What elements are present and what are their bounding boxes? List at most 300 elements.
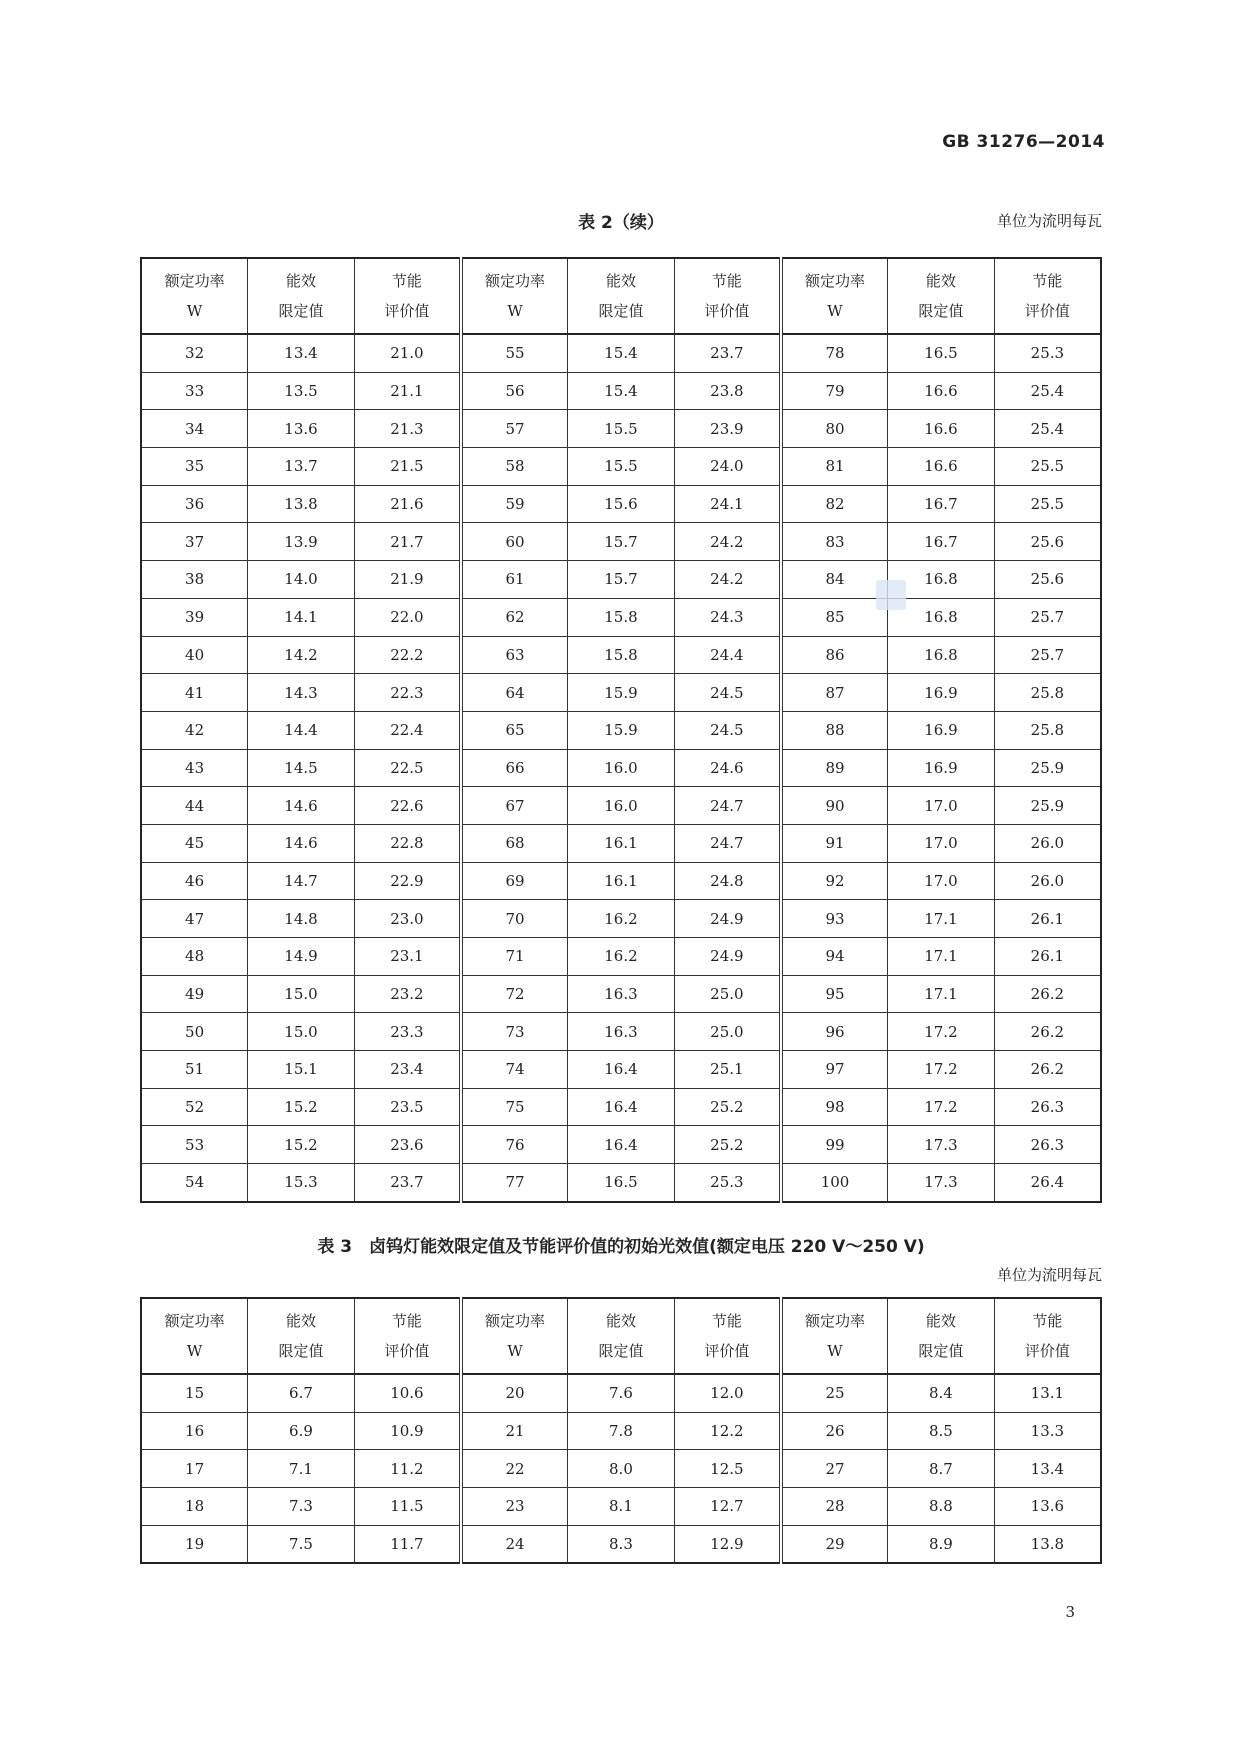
table-row (141, 448, 1101, 486)
table-row (141, 749, 1101, 787)
table-cell: 19 (141, 1525, 248, 1563)
table-cell: 70 (461, 900, 568, 938)
table-cell: 23.7 (354, 1164, 461, 1202)
column-header (141, 1298, 248, 1374)
table2-body (141, 334, 1101, 1202)
column-header-line: 节能 (1032, 272, 1063, 290)
table-cell: 69 (461, 862, 568, 900)
table-cell: 24.0 (674, 448, 781, 486)
table-cell: 78 (781, 334, 888, 372)
table-cell: 12.7 (674, 1488, 781, 1526)
column-header (568, 258, 675, 334)
table-row (141, 1126, 1101, 1164)
table-cell: 34 (141, 410, 248, 448)
table-cell: 25.5 (994, 485, 1101, 523)
table-cell: 24.2 (674, 561, 781, 599)
table-cell: 16.6 (888, 410, 995, 448)
table-cell: 25.9 (994, 787, 1101, 825)
table-cell: 82 (781, 485, 888, 523)
table-cell: 26.2 (994, 975, 1101, 1013)
table-cell: 29 (781, 1525, 888, 1563)
table-cell: 25.5 (994, 448, 1101, 486)
table-cell: 83 (781, 523, 888, 561)
column-header-line: 额定功率 (485, 1312, 546, 1330)
table-cell: 15.4 (568, 334, 675, 372)
table-cell: 8.8 (888, 1488, 995, 1526)
table-cell: 28 (781, 1488, 888, 1526)
table-cell: 25.1 (674, 1051, 781, 1089)
table-cell: 13.8 (994, 1525, 1101, 1563)
table-cell: 17.0 (888, 787, 995, 825)
table-cell: 16.8 (888, 636, 995, 674)
table-cell: 12.2 (674, 1412, 781, 1450)
table-cell: 49 (141, 975, 248, 1013)
table-cell: 16.3 (568, 1013, 675, 1051)
column-header-line: 节能 (391, 1312, 422, 1330)
table-cell: 13.7 (248, 448, 355, 486)
table-row (141, 787, 1101, 825)
table-cell: 24.8 (674, 862, 781, 900)
table-cell: 17.3 (888, 1164, 995, 1202)
table-cell: 63 (461, 636, 568, 674)
table-cell: 26.0 (994, 862, 1101, 900)
table-cell: 57 (461, 410, 568, 448)
column-header-line: 节能 (1032, 1312, 1063, 1330)
table-cell: 87 (781, 674, 888, 712)
table-cell: 16.5 (888, 334, 995, 372)
table-cell: 24.4 (674, 636, 781, 674)
table-cell: 41 (141, 674, 248, 712)
column-header (141, 258, 248, 334)
table-cell: 92 (781, 862, 888, 900)
table-cell: 53 (141, 1126, 248, 1164)
table-cell: 25.7 (994, 598, 1101, 636)
table-row (141, 334, 1101, 372)
table-cell: 58 (461, 448, 568, 486)
table-cell: 10.9 (354, 1412, 461, 1450)
column-header (888, 258, 995, 334)
table3-header (141, 1298, 1101, 1374)
table-cell: 15.0 (248, 975, 355, 1013)
column-header (781, 1298, 888, 1374)
table-cell: 21 (461, 1412, 568, 1450)
table-cell: 25 (781, 1374, 888, 1412)
column-header (674, 258, 781, 334)
column-header-line: W (507, 1342, 523, 1360)
table-cell: 23.1 (354, 938, 461, 976)
table-cell: 21.1 (354, 372, 461, 410)
table-cell: 25.9 (994, 749, 1101, 787)
table-cell: 16 (141, 1412, 248, 1450)
table-cell: 26.0 (994, 824, 1101, 862)
table-cell: 7.1 (248, 1450, 355, 1488)
table2 (140, 257, 1102, 1203)
column-header-line: 评价值 (1024, 302, 1070, 320)
table-cell: 13.9 (248, 523, 355, 561)
table-cell: 40 (141, 636, 248, 674)
column-header-line: 节能 (711, 1312, 742, 1330)
table-cell: 20 (461, 1374, 568, 1412)
table-cell: 71 (461, 938, 568, 976)
column-header-line: 评价值 (704, 1342, 750, 1360)
table-cell: 24.5 (674, 674, 781, 712)
column-header-line: 限定值 (278, 1342, 324, 1360)
table-cell: 14.4 (248, 711, 355, 749)
table-cell: 26.2 (994, 1013, 1101, 1051)
table-row (141, 711, 1101, 749)
column-header-line: 限定值 (918, 302, 964, 320)
table-cell: 24.2 (674, 523, 781, 561)
table-cell: 22.2 (354, 636, 461, 674)
watermark-logo (876, 580, 906, 610)
table-row (141, 561, 1101, 599)
table-cell: 24.7 (674, 824, 781, 862)
column-header (994, 258, 1101, 334)
table-cell: 17.0 (888, 862, 995, 900)
table-cell: 15.0 (248, 1013, 355, 1051)
table3 (140, 1297, 1102, 1564)
table-cell: 81 (781, 448, 888, 486)
table-cell: 16.0 (568, 787, 675, 825)
column-header (248, 258, 355, 334)
table-cell: 52 (141, 1088, 248, 1126)
table-cell: 16.2 (568, 938, 675, 976)
table-cell: 80 (781, 410, 888, 448)
table-cell: 17.2 (888, 1088, 995, 1126)
table-row (141, 598, 1101, 636)
table-cell: 24.7 (674, 787, 781, 825)
table-cell: 23.4 (354, 1051, 461, 1089)
table-row (141, 523, 1101, 561)
table-cell: 15.8 (568, 636, 675, 674)
table-cell: 97 (781, 1051, 888, 1089)
table-cell: 47 (141, 900, 248, 938)
table-cell: 23.6 (354, 1126, 461, 1164)
table-row (141, 1013, 1101, 1051)
table-row (141, 824, 1101, 862)
column-header-line: 能效 (285, 272, 316, 290)
table-cell: 24.9 (674, 900, 781, 938)
column-header (354, 258, 461, 334)
column-header-line: 评价值 (384, 302, 430, 320)
table-cell: 18 (141, 1488, 248, 1526)
table-cell: 90 (781, 787, 888, 825)
table-cell: 25.7 (994, 636, 1101, 674)
table-cell: 17.1 (888, 900, 995, 938)
table-cell: 36 (141, 485, 248, 523)
table-row (141, 636, 1101, 674)
table-cell: 14.3 (248, 674, 355, 712)
table-cell: 17.1 (888, 975, 995, 1013)
table-cell: 11.5 (354, 1488, 461, 1526)
table-cell: 16.4 (568, 1126, 675, 1164)
table-row (141, 1525, 1101, 1563)
table-cell: 17 (141, 1450, 248, 1488)
table-cell: 25.3 (674, 1164, 781, 1202)
table-cell: 33 (141, 372, 248, 410)
table-cell: 15.7 (568, 523, 675, 561)
table-cell: 17.2 (888, 1013, 995, 1051)
table-cell: 95 (781, 975, 888, 1013)
table-cell: 23.7 (674, 334, 781, 372)
column-header (248, 1298, 355, 1374)
table-cell: 24.3 (674, 598, 781, 636)
table-cell: 72 (461, 975, 568, 1013)
table-cell: 79 (781, 372, 888, 410)
column-header-line: W (186, 302, 203, 320)
table-cell: 67 (461, 787, 568, 825)
table-cell: 25.0 (674, 1013, 781, 1051)
table-cell: 22.9 (354, 862, 461, 900)
table-cell: 25.8 (994, 711, 1101, 749)
column-header-line: 能效 (925, 272, 956, 290)
table2-unit: 单位为流明每瓦 (996, 212, 1102, 230)
standard-code: GB 31276—2014 (942, 132, 1105, 152)
table-cell: 74 (461, 1051, 568, 1089)
table-cell: 24.1 (674, 485, 781, 523)
table-cell: 84 (781, 561, 888, 599)
table-cell: 16.4 (568, 1051, 675, 1089)
table-row (141, 1164, 1101, 1202)
column-header-line: W (827, 302, 843, 320)
table-cell: 14.0 (248, 561, 355, 599)
column-header (568, 1298, 675, 1374)
table-cell: 21.0 (354, 334, 461, 372)
column-header-line: 能效 (605, 272, 636, 290)
table-cell: 10.6 (354, 1374, 461, 1412)
table-cell: 21.9 (354, 561, 461, 599)
table-cell: 26.1 (994, 938, 1101, 976)
table-cell: 13.4 (994, 1450, 1101, 1488)
table-cell: 15.4 (568, 372, 675, 410)
table-cell: 45 (141, 824, 248, 862)
column-header-line: 限定值 (918, 1342, 964, 1360)
table-cell: 13.4 (248, 334, 355, 372)
table3-unit: 单位为流明每瓦 (996, 1266, 1102, 1284)
table2-header (141, 258, 1101, 334)
table-cell: 38 (141, 561, 248, 599)
table-cell: 61 (461, 561, 568, 599)
table-cell: 16.4 (568, 1088, 675, 1126)
table-cell: 16.1 (568, 862, 675, 900)
column-header-line: 能效 (925, 1312, 956, 1330)
table-cell: 13.5 (248, 372, 355, 410)
table-cell: 65 (461, 711, 568, 749)
column-header (994, 1298, 1101, 1374)
column-header-line: 额定功率 (805, 272, 866, 290)
column-header (674, 1298, 781, 1374)
table-cell: 6.7 (248, 1374, 355, 1412)
table-cell: 8.7 (888, 1450, 995, 1488)
table-row (141, 485, 1101, 523)
table-cell: 62 (461, 598, 568, 636)
table-cell: 14.9 (248, 938, 355, 976)
table3-body (141, 1374, 1101, 1563)
table-cell: 14.6 (248, 824, 355, 862)
column-header-line: 能效 (605, 1312, 636, 1330)
table-cell: 23 (461, 1488, 568, 1526)
table-row (141, 1450, 1101, 1488)
table-cell: 85 (781, 598, 888, 636)
table-cell: 8.0 (568, 1450, 675, 1488)
table-cell: 39 (141, 598, 248, 636)
table-cell: 22.3 (354, 674, 461, 712)
table-cell: 15.5 (568, 448, 675, 486)
table-cell: 14.8 (248, 900, 355, 938)
table-cell: 13.1 (994, 1374, 1101, 1412)
table-cell: 17.1 (888, 938, 995, 976)
table-cell: 15.2 (248, 1126, 355, 1164)
table-cell: 7.8 (568, 1412, 675, 1450)
table3-caption: 表 3 卤钨灯能效限定值及节能评价值的初始光效值(额定电压 220 V～250 V) (317, 1237, 925, 1257)
column-header-line: W (507, 302, 523, 320)
table-cell: 13.6 (994, 1488, 1101, 1526)
table-cell: 23.0 (354, 900, 461, 938)
table-cell: 21.5 (354, 448, 461, 486)
table-cell: 37 (141, 523, 248, 561)
table-cell: 73 (461, 1013, 568, 1051)
table-cell: 96 (781, 1013, 888, 1051)
table-row (141, 674, 1101, 712)
header-row (141, 258, 1101, 334)
table-cell: 91 (781, 824, 888, 862)
table-cell: 13.8 (248, 485, 355, 523)
table-cell: 24.6 (674, 749, 781, 787)
table-cell: 11.2 (354, 1450, 461, 1488)
table-cell: 15.9 (568, 674, 675, 712)
table-cell: 12.5 (674, 1450, 781, 1488)
table-cell: 15.9 (568, 711, 675, 749)
table-cell: 7.6 (568, 1374, 675, 1412)
column-header-line: 限定值 (598, 302, 644, 320)
column-header-line: 额定功率 (485, 272, 546, 290)
table-cell: 48 (141, 938, 248, 976)
table-cell: 24.9 (674, 938, 781, 976)
table-cell: 16.9 (888, 749, 995, 787)
table-cell: 24.5 (674, 711, 781, 749)
header-row (141, 1298, 1101, 1374)
column-header (461, 258, 568, 334)
table-cell: 60 (461, 523, 568, 561)
table-cell: 22.6 (354, 787, 461, 825)
table-cell: 26.3 (994, 1126, 1101, 1164)
table-cell: 15.7 (568, 561, 675, 599)
table-cell: 16.0 (568, 749, 675, 787)
table-cell: 42 (141, 711, 248, 749)
column-header (781, 258, 888, 334)
column-header-line: W (827, 1342, 843, 1360)
table-cell: 15.3 (248, 1164, 355, 1202)
table-cell: 75 (461, 1088, 568, 1126)
table-cell: 64 (461, 674, 568, 712)
table-cell: 94 (781, 938, 888, 976)
table-row (141, 1051, 1101, 1089)
table-cell: 93 (781, 900, 888, 938)
table-cell: 25.0 (674, 975, 781, 1013)
table-row (141, 900, 1101, 938)
table-cell: 14.1 (248, 598, 355, 636)
table-cell: 12.9 (674, 1525, 781, 1563)
table-cell: 25.4 (994, 410, 1101, 448)
table-cell: 17.0 (888, 824, 995, 862)
table-cell: 16.3 (568, 975, 675, 1013)
table-cell: 25.3 (994, 334, 1101, 372)
table-cell: 23.3 (354, 1013, 461, 1051)
table-cell: 15.2 (248, 1088, 355, 1126)
table-row (141, 410, 1101, 448)
column-header (461, 1298, 568, 1374)
column-header-line: 节能 (711, 272, 742, 290)
table-cell: 22.0 (354, 598, 461, 636)
column-header-line: 评价值 (1024, 1342, 1070, 1360)
table-cell: 32 (141, 334, 248, 372)
page-number: 3 (1065, 1603, 1075, 1621)
table-cell: 88 (781, 711, 888, 749)
table-row (141, 938, 1101, 976)
table-cell: 25.6 (994, 523, 1101, 561)
table-cell: 27 (781, 1450, 888, 1488)
table-cell: 68 (461, 824, 568, 862)
table-cell: 16.7 (888, 485, 995, 523)
table-cell: 23.2 (354, 975, 461, 1013)
column-header-line: 限定值 (598, 1342, 644, 1360)
column-header (354, 1298, 461, 1374)
table-cell: 25.4 (994, 372, 1101, 410)
table-cell: 6.9 (248, 1412, 355, 1450)
table-cell: 16.2 (568, 900, 675, 938)
table-cell: 15.5 (568, 410, 675, 448)
table-cell: 16.6 (888, 372, 995, 410)
table-cell: 11.7 (354, 1525, 461, 1563)
column-header (888, 1298, 995, 1374)
table-cell: 25.2 (674, 1126, 781, 1164)
table-cell: 35 (141, 448, 248, 486)
table-cell: 51 (141, 1051, 248, 1089)
table-cell: 8.4 (888, 1374, 995, 1412)
table-row (141, 1412, 1101, 1450)
table-cell: 16.1 (568, 824, 675, 862)
table-cell: 26.3 (994, 1088, 1101, 1126)
table-cell: 43 (141, 749, 248, 787)
table-row (141, 372, 1101, 410)
table-cell: 59 (461, 485, 568, 523)
table-cell: 77 (461, 1164, 568, 1202)
table-cell: 22.5 (354, 749, 461, 787)
table-cell: 76 (461, 1126, 568, 1164)
table-cell: 8.9 (888, 1525, 995, 1563)
table-cell: 14.6 (248, 787, 355, 825)
table-cell: 89 (781, 749, 888, 787)
column-header-line: 额定功率 (805, 1312, 866, 1330)
column-header-line: 能效 (285, 1312, 316, 1330)
column-header-line: 限定值 (278, 302, 324, 320)
column-header-line: 额定功率 (164, 1312, 225, 1330)
table-row (141, 1374, 1101, 1412)
table3-unit-row (140, 1264, 1102, 1286)
table-cell: 16.8 (888, 561, 995, 599)
table-cell: 8.5 (888, 1412, 995, 1450)
table-cell: 100 (781, 1164, 888, 1202)
table-cell: 50 (141, 1013, 248, 1051)
table2-caption-row (140, 208, 1102, 232)
table-cell: 15.8 (568, 598, 675, 636)
table-cell: 56 (461, 372, 568, 410)
table-cell: 26.2 (994, 1051, 1101, 1089)
table-cell: 25.2 (674, 1088, 781, 1126)
table-row (141, 1488, 1101, 1526)
table-cell: 16.9 (888, 711, 995, 749)
table-cell: 23.5 (354, 1088, 461, 1126)
